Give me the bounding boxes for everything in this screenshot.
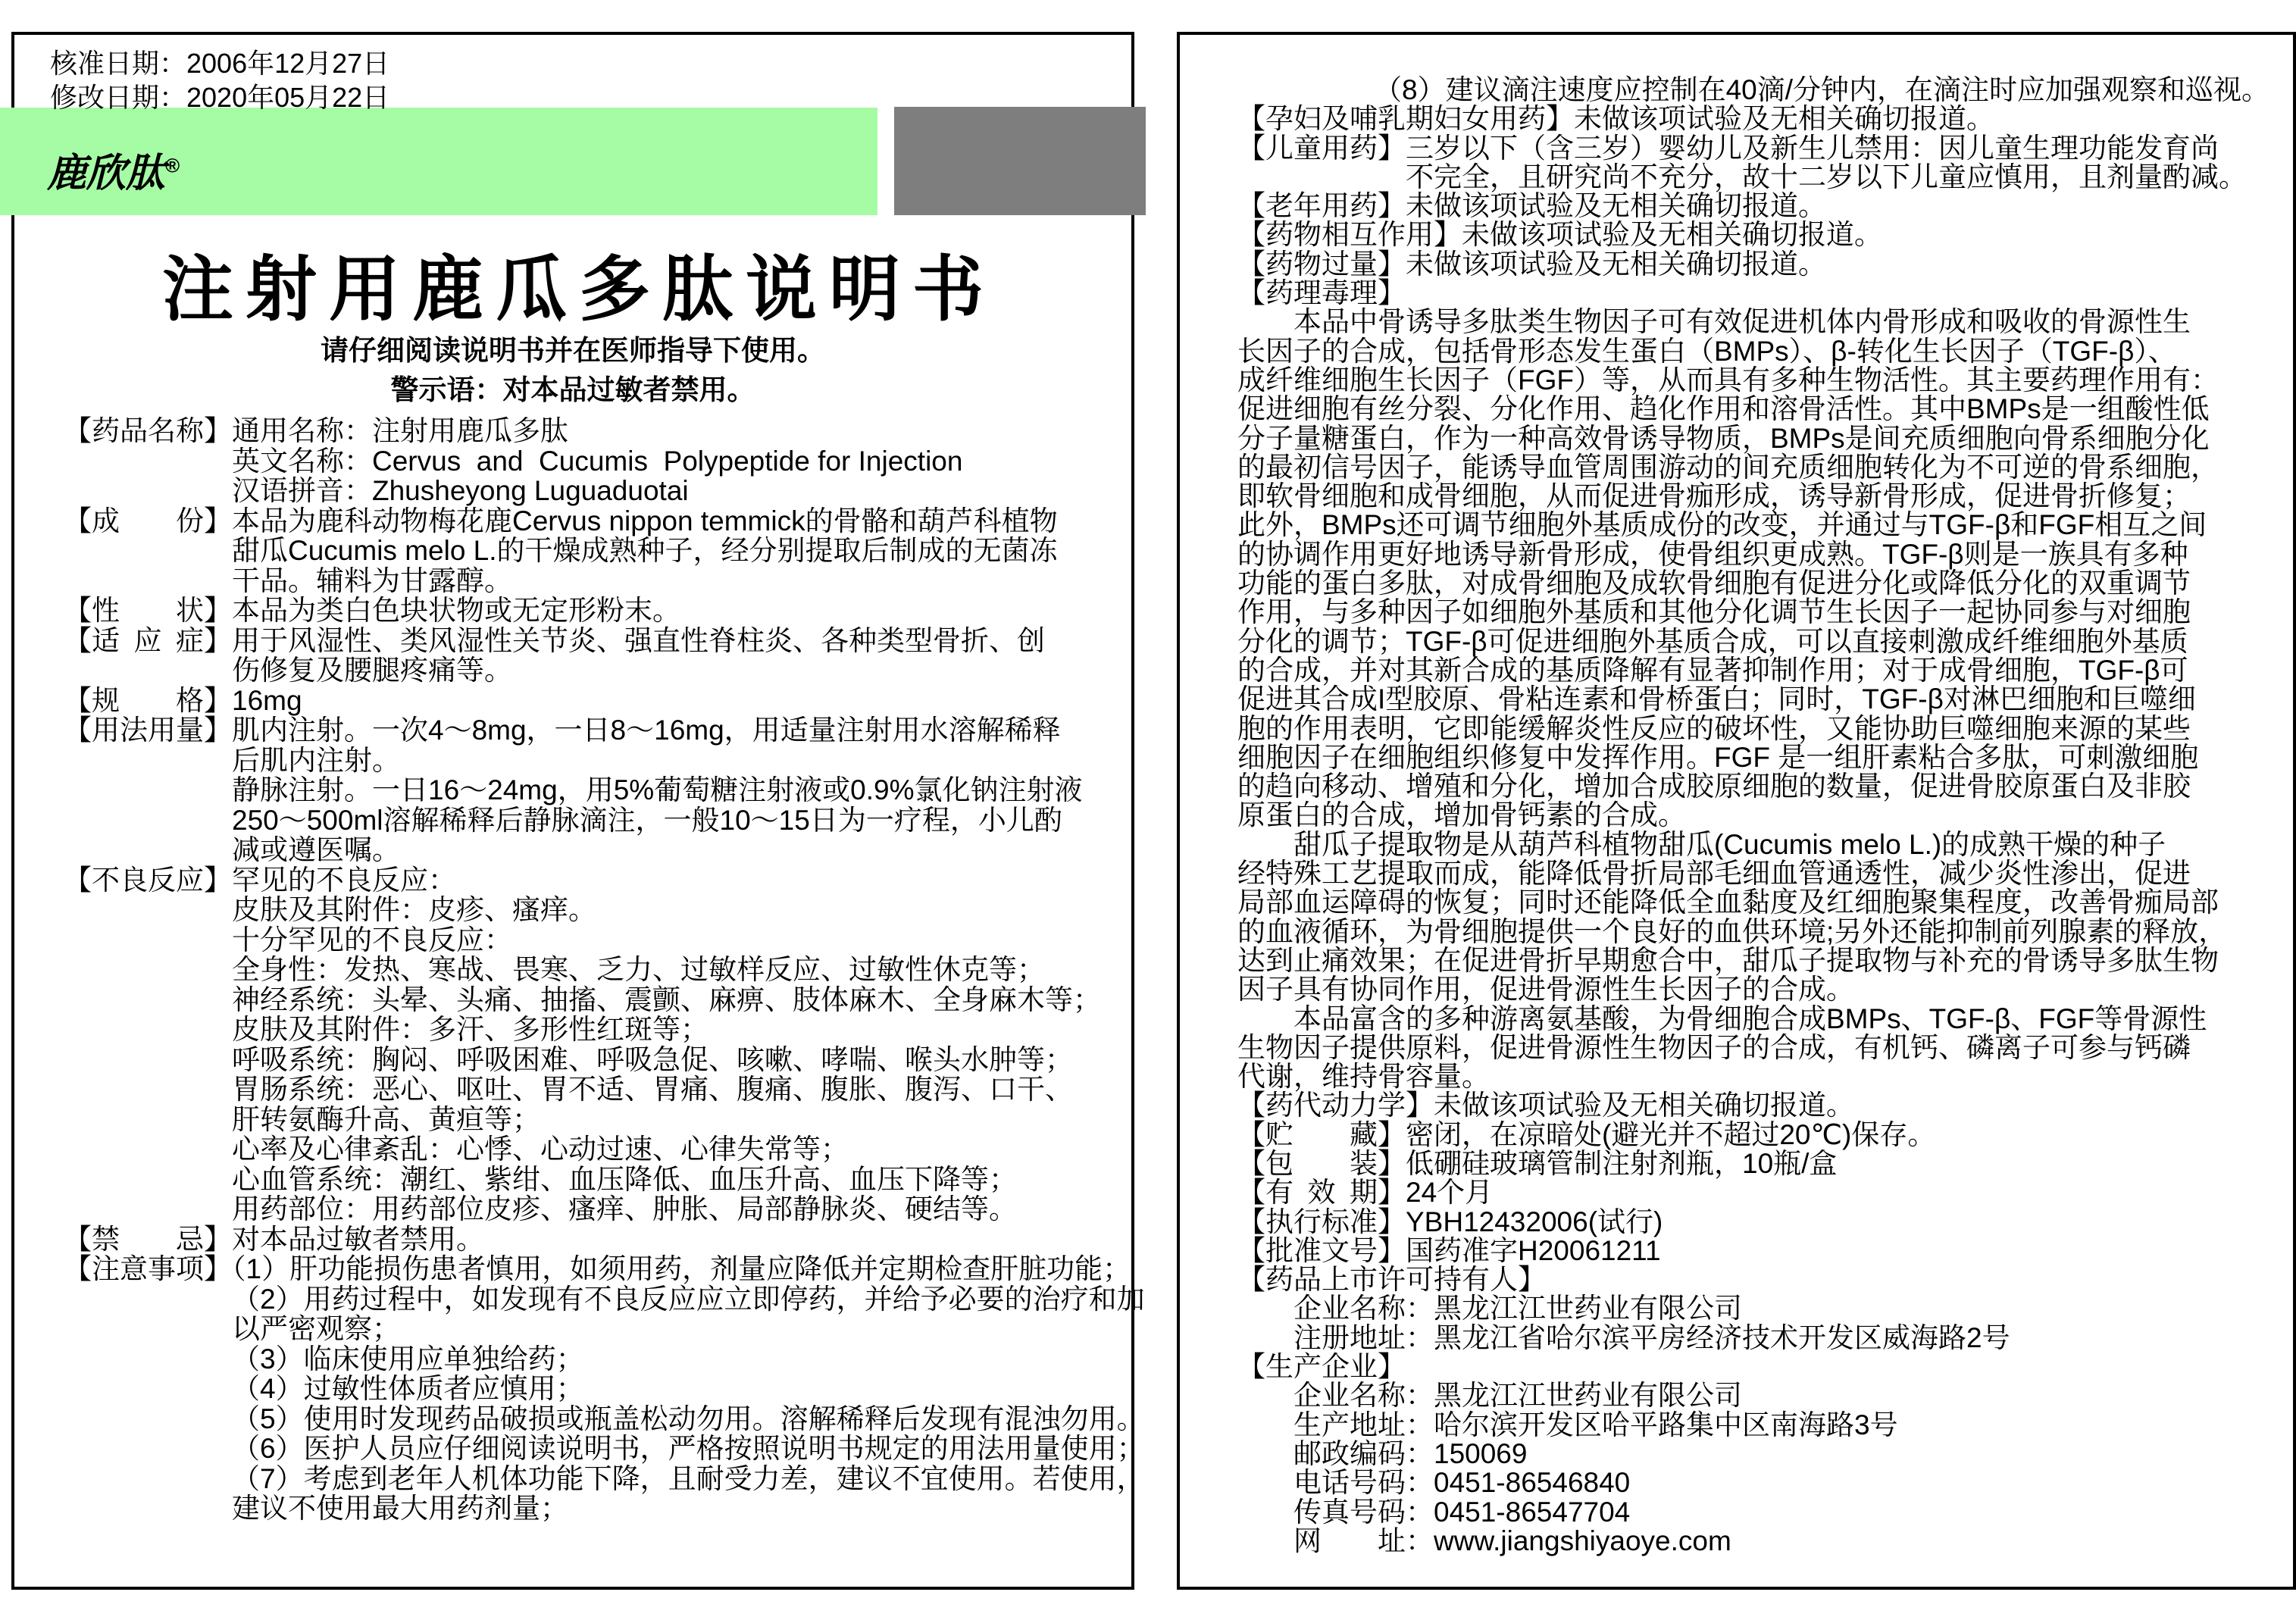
brand-logo (47, 141, 180, 198)
right-page-body (1237, 76, 2291, 1556)
text-line: 注册地址：黑龙江省哈尔滨平房经济技术开发区威海路2号 (1293, 1321, 2010, 1353)
text-line: 胞的作用表明，它即能缓解炎性反应的破坏性，又能协助巨噬细胞来源的某些 (1237, 712, 2191, 744)
approval-date: 核准日期：2006年12月27日 (50, 48, 390, 79)
gray-header-block (894, 107, 1146, 215)
text-line: 心率及心律紊乱：心悸、心动过速、心律失常等； (232, 1134, 849, 1165)
text-line: （5）使用时发现药品破损或瓶盖松动勿用。溶解稀释后发现有混浊勿用。 (232, 1403, 1145, 1434)
text-line: 【批准文号】国药准字H20061211 (1237, 1234, 1661, 1266)
text-line: 代谢，维持骨容量。 (1237, 1061, 1490, 1093)
text-line: 细胞因子在细胞组织修复中发挥作用。FGF 是一组肝素粘合多肽，可刺激细胞 (1237, 741, 2199, 773)
text-line: 【贮 藏】密闭，在凉暗处(避光并不超过20℃)保存。 (1237, 1118, 1936, 1150)
text-line: 长因子的合成，包括骨形态发生蛋白（BMPs）、β-转化生长因子（TGF-β）、 (1237, 335, 2176, 367)
text-line: 局部血运障碍的恢复；同时还能降低全血黏度及红细胞聚集程度，改善骨痂局部 (1237, 887, 2219, 918)
text-line: 企业名称：黑龙江江世药业有限公司 (1293, 1380, 1742, 1412)
warning-subtitle: 警示语：对本品过敏者禁用。 (390, 374, 755, 405)
left-page-body (64, 415, 1145, 1524)
text-line: 【药代动力学】未做该项试验及无相关确切报道。 (1237, 1090, 1854, 1121)
text-line: 全身性：发热、寒战、畏寒、乏力、过敏样反应、过敏性休克等； (232, 954, 1045, 985)
text-line: 建议不使用最大用药剂量； (232, 1493, 568, 1524)
revision-date: 修改日期：2020年05月22日 (50, 82, 390, 113)
text-line: 促进其合成I型胶原、骨粘连素和骨桥蛋白；同时，TGF-β对淋巴细胞和巨噬细 (1237, 683, 2196, 715)
text-line: 皮肤及其附件：多汗、多形性红斑等； (232, 1014, 709, 1045)
text-line: 【执行标准】YBH12432006(试行) (1237, 1206, 1663, 1237)
text-line: 传真号码：0451-86547704 (1293, 1496, 1631, 1528)
text-line: 神经系统：头晕、头痛、抽搐、震颤、麻痹、肢体麻木、全身麻木等； (232, 984, 1101, 1015)
text-line: 【药物过量】未做该项试验及无相关确切报道。 (1237, 248, 1826, 280)
text-line: 此外，BMPs还可调节细胞外基质成份的改变，并通过与TGF-β和FGF相互之间 (1237, 509, 2207, 541)
text-line: 即软骨细胞和成骨细胞，从而促进骨痂形成，诱导新骨形成，促进骨折修复； (1237, 480, 2191, 512)
text-line: 电话号码：0451-86546840 (1293, 1467, 1631, 1499)
text-line: 不完全，且研究尚不充分，故十二岁以下儿童应慎用，且剂量酌减。 (1406, 161, 2247, 192)
text-line: 【规 格】16mg (64, 684, 302, 716)
text-line: 达到止痛效果；在促进骨折早期愈合中，甜瓜子提取物与补充的骨诱导多肽生物 (1237, 944, 2219, 976)
text-line: 因子具有协同作用，促进骨源性生长因子的合成。 (1237, 974, 1854, 1006)
text-line: 的趋向移动、增殖和分化，增加合成胶原细胞的数量，促进骨胶原蛋白及非胶 (1237, 771, 2191, 802)
text-line: 【不良反应】罕见的不良反应： (64, 864, 456, 896)
text-line: 【注意事项】（1）肝功能损伤患者慎用，如须用药，剂量应降低并定期检查肝脏功能； (64, 1253, 1131, 1284)
text-line: （6）医护人员应仔细阅读说明书，严格按照说明书规定的用法用量使用； (232, 1433, 1145, 1464)
text-line: 邮政编码：150069 (1293, 1437, 1528, 1469)
text-line: 皮肤及其附件：皮疹、瘙痒。 (232, 894, 596, 925)
text-line: 促进细胞有丝分裂、分化作用、趋化作用和溶骨活性。其中BMPs是一组酸性低 (1237, 393, 2210, 425)
text-line: 经特殊工艺提取而成，能降低骨折局部毛细血管通透性，减少炎性渗出，促进 (1237, 858, 2191, 890)
text-line: 本品富含的多种游离氨基酸，为骨细胞合成BMPs、TGF-β、FGF等骨源性 (1293, 1002, 2207, 1034)
text-line: （7）考虑到老年人机体功能下降，且耐受力差，建议不宜使用。若使用， (232, 1462, 1145, 1494)
brand-logo-text: 鹿欣肽 (47, 150, 166, 196)
text-line: 【老年用药】未做该项试验及无相关确切报道。 (1237, 190, 1826, 222)
text-line: 后肌内注射。 (232, 744, 400, 776)
text-line: 减或遵医嘱。 (232, 834, 400, 865)
text-line: 英文名称：Cervus and Cucumis Polypeptide for Injection (232, 445, 963, 477)
text-line: 【药物相互作用】未做该项试验及无相关确切报道。 (1237, 219, 1882, 251)
text-line: 甜瓜Cucumis melo L.的干燥成熟种子，经分别提取后制成的无菌冻 (232, 535, 1058, 566)
text-line: 【药理毒理】 (1237, 277, 1406, 309)
text-line: 十分罕见的不良反应： (232, 924, 512, 956)
text-line: 干品。辅料为甘露醇。 (232, 565, 512, 596)
text-line: （2）用药过程中，如发现有不良反应应立即停药，并给予必要的治疗和加 (232, 1283, 1145, 1315)
text-line: 伤修复及腰腿疼痛等。 (232, 655, 512, 686)
text-line: 【适 应 症】用于风湿性、类风湿性关节炎、强直性脊柱炎、各种类型骨折、创 (64, 624, 1045, 656)
text-line: 【药品名称】通用名称：注射用鹿瓜多肽 (64, 415, 568, 446)
text-line: 【孕妇及哺乳期妇女用药】未做该项试验及无相关确切报道。 (1237, 103, 1994, 135)
text-line: 的协调作用更好地诱导新骨形成，使骨组织更成熟。TGF-β则是一族具有多种 (1237, 538, 2188, 570)
text-line: 的合成，并对其新合成的基质降解有显著抑制作用；对于成骨细胞，TGF-β可 (1237, 654, 2188, 686)
text-line: 250～500ml溶解稀释后静脉滴注，一般10～15日为一疗程，小儿酌 (232, 804, 1062, 836)
text-line: 静脉注射。一日16～24mg，用5%葡萄糖注射液或0.9%氯化钠注射液 (232, 774, 1083, 805)
text-line: 作用，与多种因子如细胞外基质和其他分化调节生长因子一起协同参与对细胞 (1237, 596, 2191, 628)
text-line: 【包 装】低硼硅玻璃管制注射剂瓶，10瓶/盒 (1237, 1147, 1838, 1179)
read-instruction-subtitle: 请仔细阅读说明书并在医师指导下使用。 (321, 335, 825, 366)
text-line: （3）临床使用应单独给药； (232, 1343, 584, 1375)
registered-trademark-mark: ® (165, 154, 180, 177)
text-line: （4）过敏性体质者应慎用； (232, 1373, 584, 1404)
text-line: 【禁 忌】对本品过敏者禁用。 (64, 1223, 484, 1255)
text-line: 企业名称：黑龙江江世药业有限公司 (1293, 1293, 1742, 1325)
text-line: 成纤维细胞生长因子（FGF）等，从而具有多种生物活性。其主要药理作用有： (1237, 364, 2219, 396)
text-line: 甜瓜子提取物是从葫芦科植物甜瓜(Cucumis melo L.)的成熟干燥的种子 (1293, 828, 2166, 860)
text-line: 肝转氨酶升高、黄疸等； (232, 1103, 540, 1135)
text-line: 分化的调节；TGF-β可促进细胞外基质合成，可以直接刺激成纤维细胞外基质 (1237, 625, 2188, 657)
text-line: 【性 状】本品为类白色块状物或无定形粉末。 (64, 595, 680, 626)
text-line: 呼吸系统：胸闷、呼吸困难、呼吸急促、咳嗽、哮喘、喉头水肿等； (232, 1043, 1073, 1075)
text-line: 的血液循环，为骨细胞提供一个良好的血供环境;另外还能抑制前列腺素的释放， (1237, 915, 2227, 947)
text-line: 功能的蛋白多肽，对成骨细胞及成软骨细胞有促进分化或降低分化的双重调节 (1237, 568, 2191, 599)
text-line: 【药品上市许可持有人】 (1237, 1264, 1546, 1296)
text-line: 原蛋白的合成，增加骨钙素的合成。 (1237, 799, 1686, 831)
page-title: 注射用鹿瓜多肽说明书 (161, 249, 996, 329)
text-line: 汉语拼音：Zhusheyong Luguaduotai (232, 475, 689, 506)
text-line: 【有 效 期】24个月 (1237, 1177, 1494, 1209)
text-line: 用药部位：用药部位皮疹、瘙痒、肿胀、局部静脉炎、硬结等。 (232, 1193, 1017, 1224)
text-line: 心血管系统：潮红、紫绀、血压降低、血压升高、血压下降等； (232, 1163, 1017, 1195)
text-line: 【儿童用药】三岁以下（含三岁）婴幼儿及新生儿禁用：因儿童生理功能发育尚 (1237, 132, 2219, 164)
text-line: 分子量糖蛋白，作为一种高效骨诱导物质，BMPs是间充质细胞向骨系细胞分化 (1237, 422, 2210, 454)
text-line: 胃肠系统：恶心、呕吐、胃不适、胃痛、腹痛、腹胀、腹泻、口干、 (232, 1074, 1073, 1105)
text-line: 生物因子提供原料，促进骨源性生物因子的合成，有机钙、磷离子可参与钙磷 (1237, 1031, 2191, 1063)
text-line: 【用法用量】肌内注射。一次4～8mg，一日8～16mg，用适量注射用水溶解稀释 (64, 715, 1061, 746)
text-line: 【生产企业】 (1237, 1351, 1406, 1383)
text-line: 的最初信号因子，能诱导血管周围游动的间充质细胞转化为不可逆的骨系细胞， (1237, 451, 2219, 483)
text-line: 网 址：www.jiangshiyaoye.com (1293, 1525, 1731, 1556)
text-line: 以严密观察； (232, 1313, 400, 1344)
text-line: （8）建议滴注速度应控制在40滴/分钟内，在滴注时应加强观察和巡视。 (1374, 74, 2270, 105)
text-line: 本品中骨诱导多肽类生物因子可有效促进机体内骨形成和吸收的骨源性生 (1293, 306, 2191, 338)
text-line: 生产地址：哈尔滨开发区哈平路集中区南海路3号 (1293, 1409, 1898, 1440)
text-line: 【成 份】本品为鹿科动物梅花鹿Cervus nippon temmick的骨骼和葫芦科植物 (64, 505, 1058, 536)
